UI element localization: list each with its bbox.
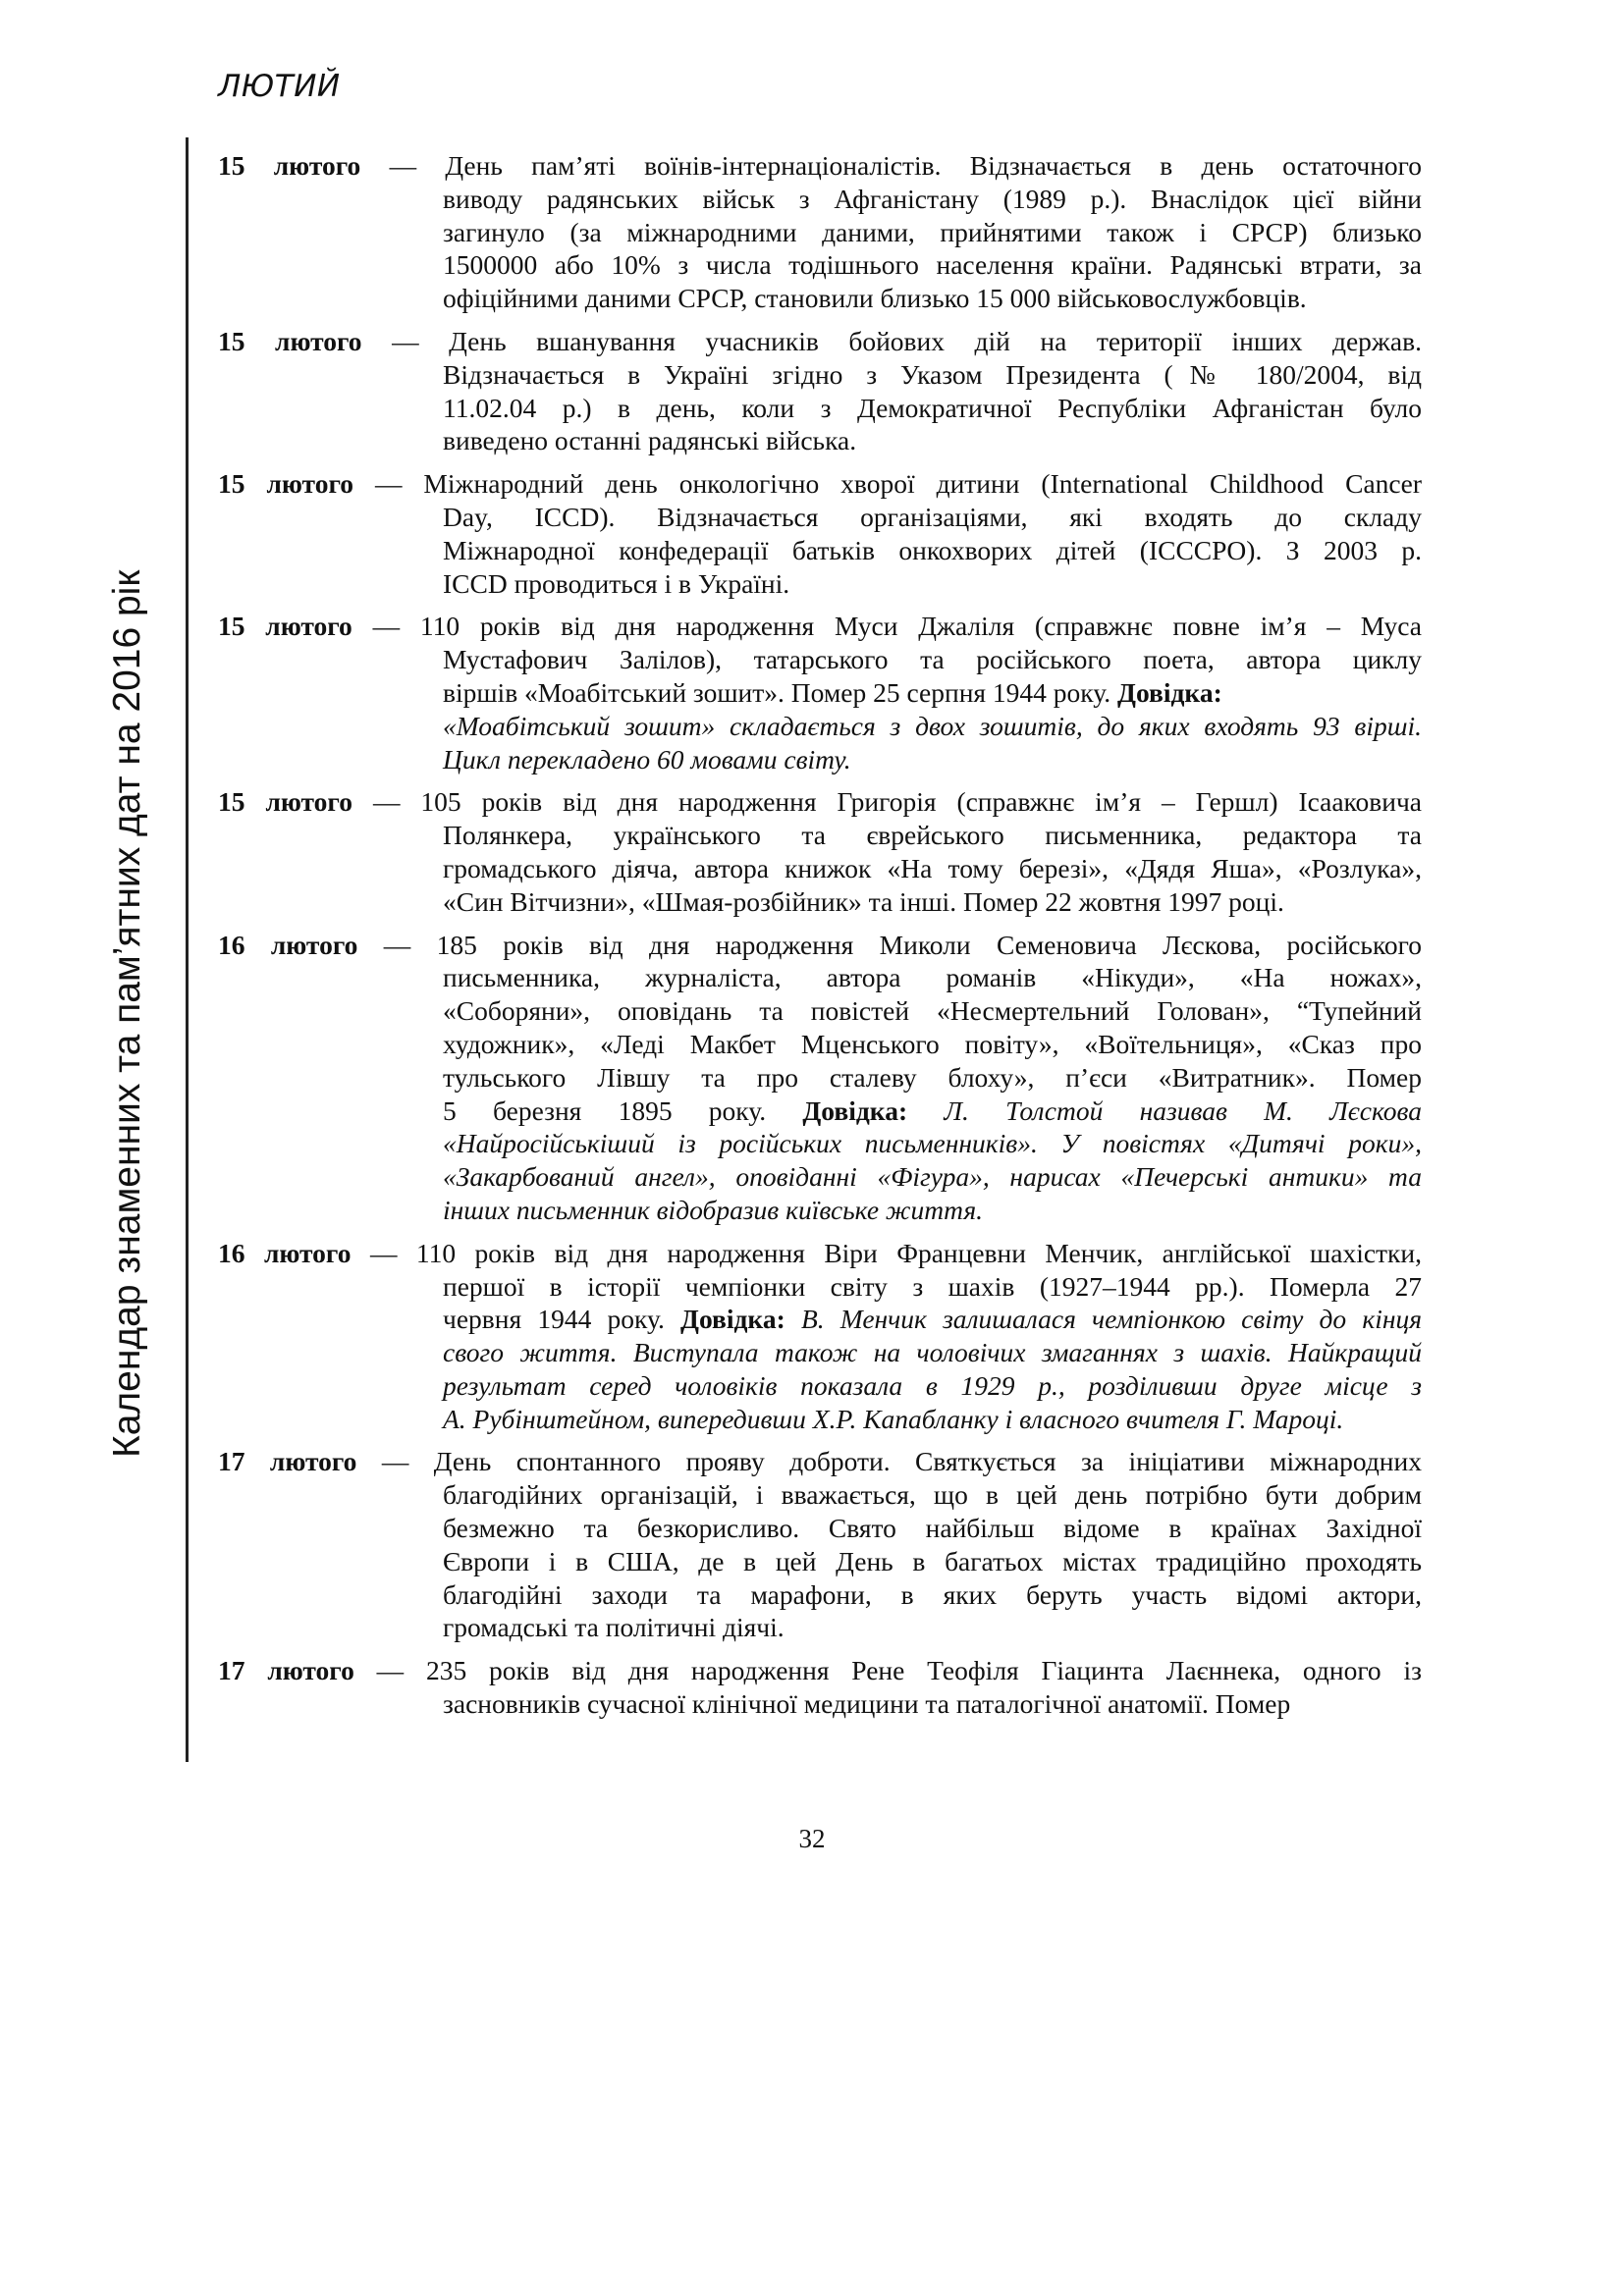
reference-text-line: результат серед чоловіків показала в 1929 р., розділивши друге місце з bbox=[443, 1369, 1422, 1401]
entry-date: 15 лютого bbox=[218, 786, 352, 818]
entry-date: 15 лютого bbox=[218, 325, 362, 356]
entry-text-line: загинуло (за міжнародними даними, прийнятими також і СРСР) близько bbox=[443, 216, 1422, 247]
entry-text-line: першої в історії чемпіонки світу з шахів (1927–1944 рр.). Померла 27 bbox=[443, 1270, 1422, 1302]
reference-text-line: Цикл перекладено 60 мовами світу. bbox=[443, 743, 851, 774]
entry-date: 17 лютого bbox=[218, 1446, 357, 1477]
entry-text-line: Відзначається в Україні згідно з Указом Президента (№ 180/2004, від bbox=[443, 358, 1422, 390]
calendar-entries bbox=[218, 149, 1422, 1731]
entry-text-line: благодійні заходи та марафони, в яких беруть участь відомі актори, bbox=[443, 1578, 1422, 1610]
entry-text-line: тульського Лівшу та про сталеву блоху», п’єси «Витратник». Помер bbox=[443, 1061, 1422, 1093]
entry-text-line: громадські та політичні діячі. bbox=[443, 1612, 785, 1643]
reference-label: Довідка: bbox=[1117, 676, 1222, 708]
entry-text-line: благодійних організацій, і вважається, що в цей день потрібно бути добрим bbox=[443, 1479, 1422, 1511]
entry-text-line: — 105 років від дня народження Григорія (справжнє ім’я – Гершл) Ісааковича bbox=[372, 786, 1423, 818]
calendar-entry bbox=[218, 929, 1422, 1227]
entry-text-line: — 110 років від дня народження Віри Францевни Менчик, англійської шахістки, bbox=[369, 1237, 1423, 1268]
entry-text-line: офіційними даними СРСР, становили близько 15 000 військовослужбовців. bbox=[443, 283, 1307, 314]
entry-text-line: «Соборяни», оповідань та повістей «Несмертельний Голован», “Тупейний bbox=[443, 995, 1422, 1027]
calendar-entry bbox=[218, 1445, 1422, 1644]
entry-date: 16 лютого bbox=[218, 929, 358, 960]
entry-text-line: віршів «Моабітський зошит». Помер 25 серпня 1944 року. bbox=[443, 676, 1111, 708]
calendar-entry bbox=[218, 610, 1422, 775]
entry-text-line: 5 березня 1895 року. bbox=[443, 1095, 767, 1126]
reference-label: Довідка: bbox=[680, 1304, 785, 1335]
entry-text-line: «Син Вітчизни», «Шмая-розбійник» та інші. Помер 22 жовтня 1997 році. bbox=[443, 885, 1284, 917]
entry-text-line: червня 1944 року. bbox=[443, 1304, 665, 1335]
entry-text-line: — 110 років від дня народження Муси Джаліля (справжнє повне ім’я – Муса bbox=[372, 611, 1423, 642]
reference-text-line: «Моабітський зошит» складається з двох зошитів, до яких входять 93 вірші. bbox=[443, 710, 1422, 741]
entry-text-line: Полянкера, українського та єврейського письменника, редактора та bbox=[443, 820, 1422, 851]
reference-text-line: інших письменник відобразив київське життя. bbox=[443, 1194, 983, 1225]
calendar-entry bbox=[218, 325, 1422, 457]
entry-text-line: — Міжнародний день онкологічно хворої дитини (International Childhood Cancer bbox=[374, 468, 1422, 500]
side-title: Календар знаменних та пам’ятних дат на 2016 рік bbox=[106, 569, 148, 1458]
entry-date: 15 лютого bbox=[218, 150, 361, 181]
entry-text-line: 1500000 або 10% з числа тодішнього населення країни. Радянські втрати, за bbox=[443, 249, 1422, 281]
entry-text-line: громадського діяча, автора книжок «На тому березі», «Дядя Яша», «Розлука», bbox=[443, 852, 1422, 883]
calendar-entry bbox=[218, 1654, 1422, 1721]
entry-text-line: ICCD проводиться і в Україні. bbox=[443, 567, 790, 599]
calendar-entry bbox=[218, 467, 1422, 600]
page-number: 32 bbox=[798, 1824, 826, 1853]
entry-text-line: безмежно та безкорисливо. Свято найбільш відоме в країнах Західної bbox=[443, 1513, 1422, 1544]
entry-text-line: 11.02.04 р.) в день, коли з Демократичної Республіки Афганістан було bbox=[443, 392, 1422, 423]
entry-date: 16 лютого bbox=[218, 1237, 352, 1268]
entry-text-line: Європи і в США, де в цей День в багатьох містах традиційно проходять bbox=[443, 1545, 1422, 1576]
entry-text-line: — 235 років від дня народження Рене Теофіля Гіацинта Лаєннека, одного із bbox=[376, 1655, 1422, 1686]
entry-text-line: — 185 років від дня народження Миколи Семеновича Лєскова, російського bbox=[383, 929, 1423, 960]
running-head-month: ЛЮТИЙ bbox=[218, 69, 341, 104]
reference-text-line: А. Рубінштейном, випередивши Х.Р. Капабланку і власного вчителя Г. Мароці. bbox=[443, 1403, 1344, 1434]
entry-text-line: Міжнародної конфедерації батьків онкохворих дітей (ICCCPO). З 2003 р. bbox=[443, 534, 1422, 565]
entry-date: 15 лютого bbox=[218, 468, 353, 500]
calendar-entry bbox=[218, 785, 1422, 918]
entry-date: 17 лютого bbox=[218, 1655, 354, 1686]
entry-text-line: виводу радянських військ з Афганістану (1989 р.). Внаслідок цієї війни bbox=[443, 183, 1422, 214]
entry-text-line: письменника, журналіста, автора романів «Нікуди», «На ножах», bbox=[443, 962, 1422, 993]
reference-text-line: «Найросійськіший із російських письменників». У повістях «Дитячі роки», bbox=[443, 1128, 1422, 1159]
entry-text-line: виведено останні радянські війська. bbox=[443, 425, 857, 456]
entry-text-line: художник», «Леді Макбет Мценського повіту», «Воїтельниця», «Сказ про bbox=[443, 1028, 1422, 1059]
reference-text-line: «Закарбований ангел», оповіданні «Фігура», нарисах «Печерські антики» та bbox=[443, 1161, 1422, 1193]
entry-text-line: — День вшанування учасників бойових дій на території інших держав. bbox=[392, 325, 1422, 356]
entry-text-line: — День спонтанного прояву доброти. Святкується за ініціативи міжнародних bbox=[381, 1446, 1422, 1477]
reference-text: В. Менчик залишалася чемпіонкою світу до кінця bbox=[800, 1304, 1423, 1335]
entry-text-line: — День пам’яті воїнів-інтернаціоналістів. Відзначається в день остаточного bbox=[389, 150, 1423, 181]
entry-date: 15 лютого bbox=[218, 611, 352, 642]
entry-text-line: засновників сучасної клінічної медицини та паталогічної анатомії. Помер bbox=[443, 1688, 1291, 1720]
reference-label: Довідка: bbox=[802, 1095, 908, 1126]
entry-text-line: Day, ICCD). Відзначається організаціями, які входять до складу bbox=[443, 501, 1422, 532]
calendar-entry bbox=[218, 1237, 1422, 1436]
calendar-entry bbox=[218, 149, 1422, 315]
reference-text-line: свого життя. Виступала також на чоловічих змаганнях з шахів. Найкращий bbox=[443, 1337, 1422, 1368]
margin-rule bbox=[186, 137, 189, 1762]
entry-text-line: Мустафович Залілов), татарського та російського поета, автора циклу bbox=[443, 644, 1422, 675]
reference-text: Л. Толстой називав М. Лєскова bbox=[944, 1095, 1423, 1126]
